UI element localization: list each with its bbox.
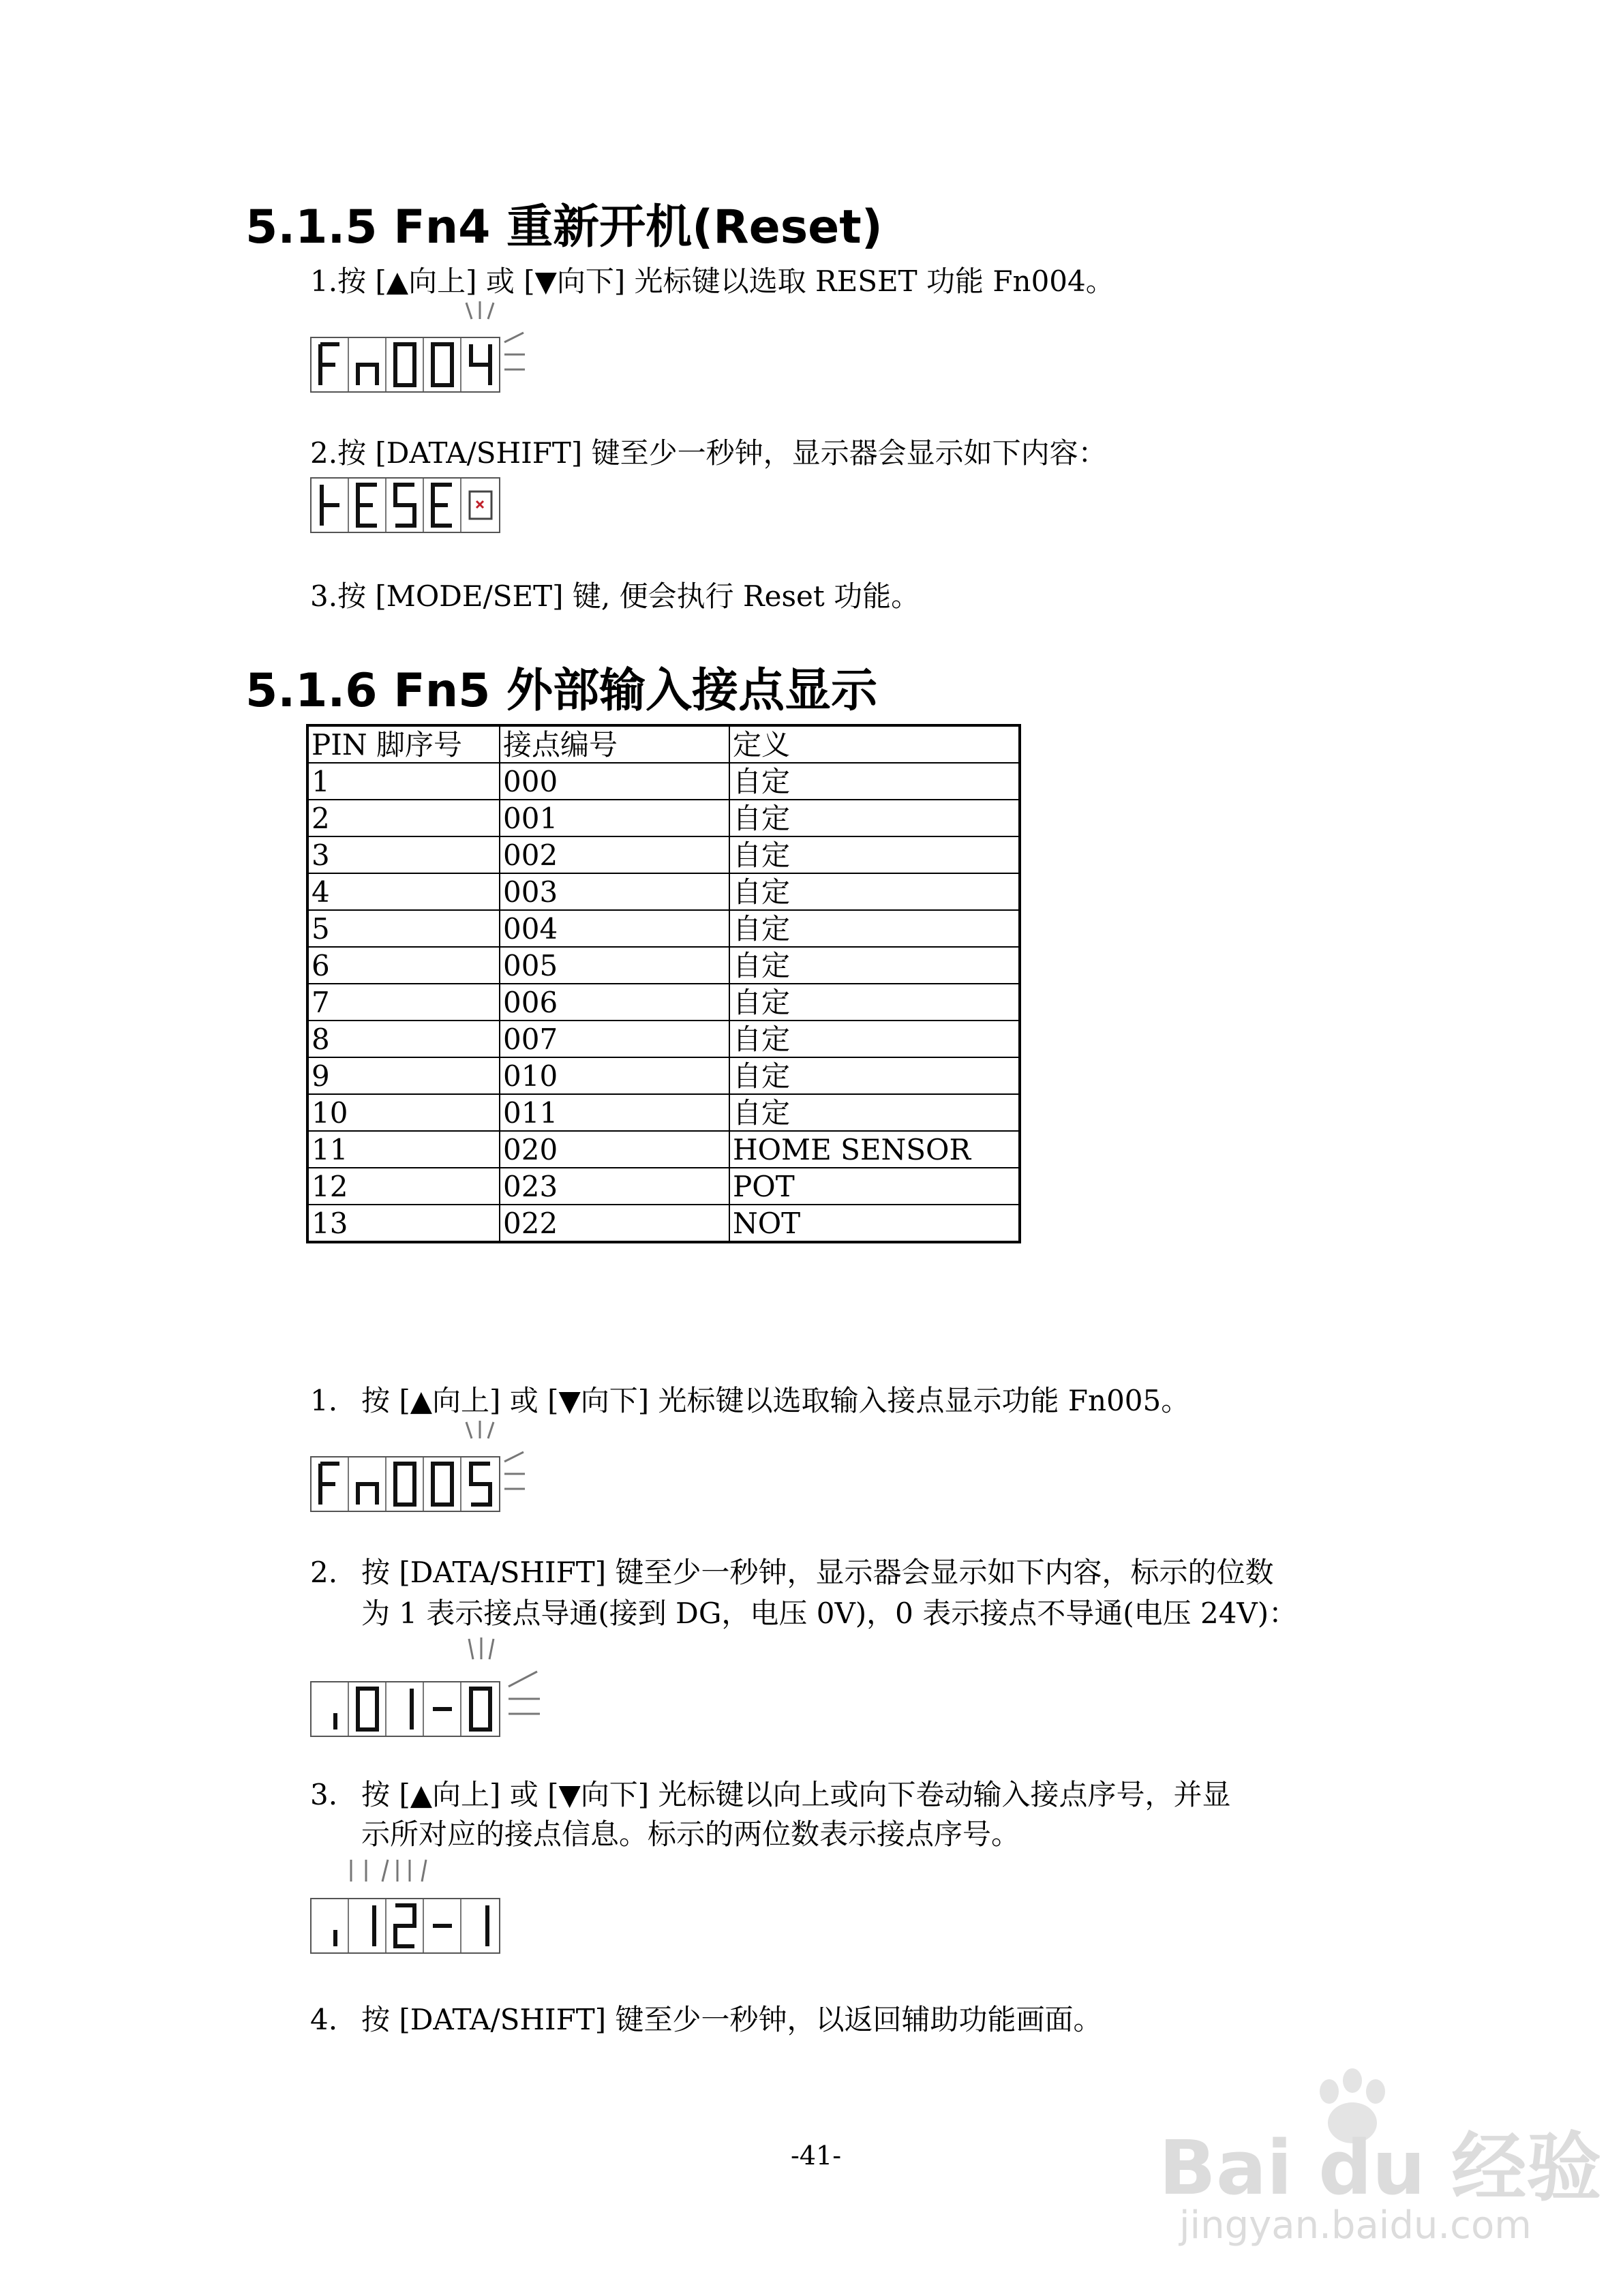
table-row [307, 1131, 1020, 1168]
table-cell: 自定 [729, 910, 1020, 947]
section-516-step-3-number: 3. [310, 1778, 338, 1811]
digit-5 [461, 1457, 499, 1511]
digit-0 [461, 1682, 499, 1736]
section-515-step-1: 1.按 [▲向上] 或 [▼向下] 光标键以选取 RESET 功能 Fn004。 [310, 265, 1114, 298]
digit-1 [349, 1899, 386, 1952]
broken-image-icon [461, 479, 499, 532]
table-cell: 005 [500, 947, 729, 984]
watermark-brand: Bai du 经验 [1159, 2124, 1602, 2211]
table-row [307, 1094, 1020, 1131]
seven-segment-display-fn004 [310, 337, 500, 393]
digit-i [312, 1682, 349, 1736]
table-row [307, 763, 1020, 800]
table-cell: 007 [500, 1021, 729, 1057]
section-516-step-4-number: 4. [310, 2003, 338, 2036]
digit-s [386, 479, 424, 532]
table-row [307, 873, 1020, 910]
table-cell: 020 [500, 1131, 729, 1168]
digit-f [312, 338, 349, 391]
table-cell: 自定 [729, 984, 1020, 1021]
table-cell: 自定 [729, 836, 1020, 873]
watermark-url: jingyan.baidu.com [1179, 2203, 1532, 2248]
table-cell: 2 [307, 800, 500, 836]
table-header-cell: 定义 [729, 725, 1020, 763]
table-header-row [307, 725, 1020, 763]
digit-0 [386, 338, 424, 391]
table-row [307, 947, 1020, 984]
section-515-heading: 5.1.5 Fn4 重新开机(Reset) [245, 200, 883, 254]
seven-segment-display-reset [310, 477, 500, 533]
section-516-heading: 5.1.6 Fn5 外部输入接点显示 [245, 664, 878, 718]
digit-r [312, 479, 349, 532]
section-516-step-2-line-1: 按 [DATA/SHIFT] 键至少一秒钟，显示器会显示如下内容，标示的位数 [361, 1556, 1274, 1589]
digit-dash [424, 1899, 461, 1952]
page-number: -41- [791, 2141, 842, 2171]
digit-0 [386, 1457, 424, 1511]
seven-segment-display-input-01 [310, 1681, 500, 1737]
table-header-cell: 接点编号 [500, 725, 729, 763]
table-row [307, 1205, 1020, 1242]
table-cell: 自定 [729, 1021, 1020, 1057]
table-cell: 10 [307, 1094, 500, 1131]
table-cell: 4 [307, 873, 500, 910]
table-cell: 001 [500, 800, 729, 836]
section-516-step-1: 按 [▲向上] 或 [▼向下] 光标键以选取输入接点显示功能 Fn005。 [361, 1384, 1190, 1417]
table-cell: 1 [307, 763, 500, 800]
digit-1 [386, 1682, 424, 1736]
table-row [307, 1021, 1020, 1057]
table-cell: NOT [729, 1205, 1020, 1242]
table-cell: HOME SENSOR [729, 1131, 1020, 1168]
digit-e [349, 479, 386, 532]
table-cell: 6 [307, 947, 500, 984]
table-cell: 011 [500, 1094, 729, 1131]
table-cell: 12 [307, 1168, 500, 1205]
table-cell: 自定 [729, 800, 1020, 836]
section-515-step-3: 3.按 [MODE/SET] 键, 便会执行 Reset 功能。 [310, 579, 920, 613]
table-cell: 000 [500, 763, 729, 800]
table-cell: 010 [500, 1057, 729, 1094]
table-cell: 自定 [729, 873, 1020, 910]
digit-0 [424, 1457, 461, 1511]
table-cell: 7 [307, 984, 500, 1021]
table-cell: 11 [307, 1131, 500, 1168]
table-row [307, 1057, 1020, 1094]
table-cell: 004 [500, 910, 729, 947]
section-516-step-3-line-2: 示所对应的接点信息。标示的两位数表示接点序号。 [361, 1817, 1020, 1851]
digit-i [312, 1899, 349, 1952]
digit-dash [424, 1682, 461, 1736]
digit-n [349, 338, 386, 391]
table-cell: 002 [500, 836, 729, 873]
digit-n [349, 1457, 386, 1511]
table-row [307, 910, 1020, 947]
table-cell: 自定 [729, 763, 1020, 800]
digit-4 [461, 338, 499, 391]
table-cell: 自定 [729, 947, 1020, 984]
table-row [307, 836, 1020, 873]
section-516-step-2-line-2: 为 1 表示接点导通(接到 DG，电压 0V)，0 表示接点不导通(电压 24V)： [361, 1597, 1298, 1630]
table-cell: 13 [307, 1205, 500, 1242]
digit-e [424, 479, 461, 532]
section-516-step-4: 按 [DATA/SHIFT] 键至少一秒钟，以返回辅助功能画面。 [361, 2003, 1102, 2036]
digit-0 [424, 338, 461, 391]
section-516-step-3-line-1: 按 [▲向上] 或 [▼向下] 光标键以向上或向下卷动输入接点序号，并显 [361, 1778, 1231, 1811]
section-516-step-2-number: 2. [310, 1556, 338, 1589]
table-row [307, 984, 1020, 1021]
section-515-step-2: 2.按 [DATA/SHIFT] 键至少一秒钟，显示器会显示如下内容： [310, 436, 1107, 470]
digit-0 [349, 1682, 386, 1736]
seven-segment-display-fn005 [310, 1456, 500, 1512]
table-cell: 9 [307, 1057, 500, 1094]
table-cell: 5 [307, 910, 500, 947]
table-header-cell: PIN 脚序号 [307, 725, 500, 763]
input-contact-table [306, 724, 1021, 1243]
table-cell: 8 [307, 1021, 500, 1057]
blink-indicator-icon [344, 1857, 440, 1884]
table-cell: POT [729, 1168, 1020, 1205]
table-row [307, 1168, 1020, 1205]
digit-f [312, 1457, 349, 1511]
table-cell: 022 [500, 1205, 729, 1242]
table-cell: 自定 [729, 1094, 1020, 1131]
table-cell: 自定 [729, 1057, 1020, 1094]
table-cell: 006 [500, 984, 729, 1021]
table-cell: 003 [500, 873, 729, 910]
table-cell: 023 [500, 1168, 729, 1205]
section-516-step-1-number: 1. [310, 1384, 338, 1417]
digit-1 [461, 1899, 499, 1952]
table-cell: 3 [307, 836, 500, 873]
seven-segment-display-input-12 [310, 1898, 500, 1954]
table-row [307, 800, 1020, 836]
digit-2 [386, 1899, 424, 1952]
